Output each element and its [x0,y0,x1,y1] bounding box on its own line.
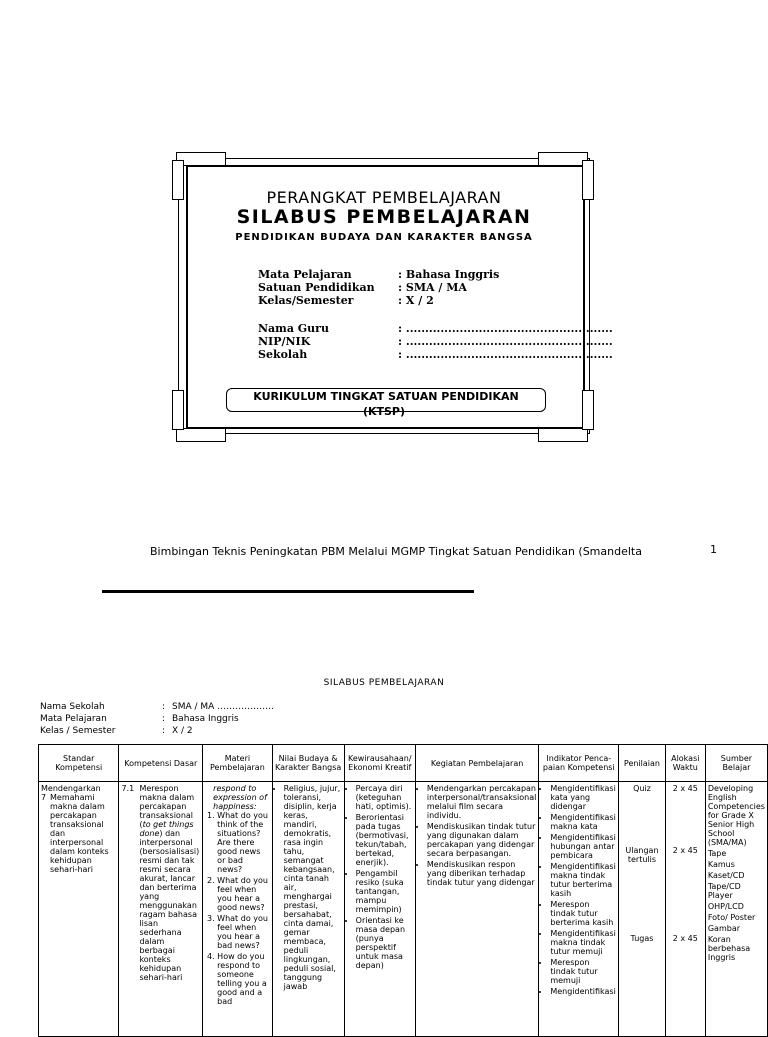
cover-info-label: Satuan Pendidikan [258,281,375,294]
cell-kegiatan [415,782,538,1037]
sumber-item: OHP/LCD [707,902,744,911]
page-footer: Bimbingan Teknis Peningkatan PBM Melalui MGMP Tingkat Satuan Pendidikan (Smandelta [150,545,642,558]
cover-info-value: : SMA / MA [398,281,467,294]
cell-kewirausahaan [344,782,415,1037]
sk-item [41,793,116,874]
meta-value: SMA / MA ………………. [172,702,275,712]
column-header: Kewirausahaan/ Ekonomi Kreatif [344,745,415,782]
cover-info-value: : X / 2 [398,294,434,307]
cover-frame [178,150,613,440]
kd-text-italic: to get things done [139,820,194,838]
corner-tab-bottom-left [176,428,226,442]
corner-tab-top-right [538,152,588,166]
kewirausahaan-item: • Berorientasi pada tugas (bermotivasi, tekun/tabah, bertekad, enerjik). [356,813,413,867]
cover-info-value: : Bahasa Inggris [398,268,500,281]
cell-penilaian [619,782,666,1037]
column-header: Standar Kompetensi [39,745,119,782]
cover-info-label: Sekolah [258,348,308,361]
meta-colon: : [162,726,166,736]
cover-info-value: : ...................................................... [398,322,613,335]
alokasi-item: 2 x 45 [672,846,698,855]
alokasi-item: 2 x 45 [672,934,698,943]
page-number: 1 [710,543,717,556]
kd-text-part: Merespon makna dalam percakapan transaksional ( [139,784,195,829]
horizontal-rule [102,590,474,593]
materi-item: 4. How do you respond to someone telling you a good and a bad [217,952,269,1006]
cell-sumber [705,782,767,1037]
sumber-item: Kaset/CD [707,871,745,880]
cell-nilai-budaya [272,782,344,1037]
curriculum-box: KURIKULUM TINGKAT SATUAN PENDIDIKAN [226,388,546,412]
silabus-table [38,744,768,1037]
sk-title: Mendengarkan [41,784,101,793]
cover-info-label: Nama Guru [258,322,329,335]
silabus-heading: SILABUS PEMBELAJARAN [323,678,445,688]
kegiatan-item: • Mendiskusikan respon yang diberikan terhadap tindak tutur yang didengar [427,860,536,887]
penilaian-item: Ulangan tertulis [625,846,659,864]
kd-number: 7.1 [121,784,135,793]
column-header: Sumber Belajar [705,745,767,782]
indikator-item: • Merespon tindak tutur berterima kasih [550,900,616,927]
cover-subtitle: PENDIDIKAN BUDAYA DAN KARAKTER BANGSA [235,232,533,243]
meta-colon: : [162,702,166,712]
meta-colon: : [162,714,166,724]
materi-item: 1. What do you think of the situations? Are there good news or bad news? [217,811,269,874]
column-header: Penilaian [619,745,666,782]
cover-info-value: : ...................................................... [398,335,613,348]
table-header-row [39,745,768,782]
cover-info-label: Mata Pelajaran [258,268,352,281]
kewirausahaan-item: • Orientasi ke masa depan (punya perspektif untuk masa depan) [356,916,413,970]
sumber-item: Tape/CD Player [707,882,741,900]
materi-intro: respond to expression of happiness: [213,784,267,811]
cover-main-title: SILABUS PEMBELAJARAN [236,206,532,228]
cover-info-label: NIP/NIK [258,335,311,348]
sumber-item: Developing English Competencies [707,784,765,811]
indikator-item: • Merespon tindak tutur memuji [550,958,616,985]
penilaian-item: Quiz [633,784,651,793]
cell-standar-kompetensi [39,782,119,1037]
sumber-item: Koran berbehasa Inggris [707,935,751,962]
cell-kompetensi-dasar [119,782,203,1037]
cover-title: PERANGKAT PEMBELAJARAN [266,188,502,207]
indikator-item: • Mengidentifikasi kata yang didengar [550,784,616,811]
alokasi-item: 2 x 45 [672,784,698,793]
sumber-item: for Grade X Senior High School (SMA/MA) [707,811,755,847]
kewirausahaan-item: • Pengambil resiko (suka tantangan, mampu memimpin) [356,869,413,914]
meta-label: Nama Sekolah [40,702,105,712]
sumber-item: Foto/ Poster [707,913,756,922]
cover-info-value: : ...................................................... [398,348,613,361]
cell-materi [203,782,272,1037]
sumber-item: Gambar [707,924,741,933]
cover-info-label: Kelas/Semester [258,294,354,307]
kd-item [121,784,200,982]
corner-tab-bottom-right [538,428,588,442]
column-header: Materi Pembelajaran [203,745,272,782]
materi-item: 3. What do you feel when you hear a bad news? [217,914,269,950]
indikator-item: • Mengidentifikasi makna tindak tutur memuji [550,929,616,956]
column-header: Kompetensi Dasar [119,745,203,782]
indikator-item: • Mengidentifikasi [550,987,616,996]
indikator-item: • Mengidentifikasi makna kata [550,813,616,831]
meta-value: X / 2 [172,726,193,736]
materi-item: 2. What do you feel when you hear a good news? [217,876,269,912]
table-row [39,782,768,1037]
column-header: Kegiatan Pembelajaran [415,745,538,782]
kegiatan-item: • Mendiskusikan tindak tutur yang digunakan dalam percakapan yang didengar secara berpasangan. [427,822,536,858]
indikator-item: • Mengidentifikasi makna tindak tutur berterima kasih [550,862,616,898]
kegiatan-item: • Mendengarkan percakapan interpersonal/transaksional melalui film secara individu. [427,784,536,820]
sumber-item: Kamus [707,860,735,869]
sk-number: 7 [41,793,47,802]
kewirausahaan-item: • Percaya diri (keteguhan hati, optimis). [356,784,413,811]
column-header: Indikator Penca-paian Kompetensi [539,745,619,782]
curriculum-abbr: (KTSP) [362,405,406,418]
kd-text [139,784,200,982]
sk-text: Memahami makna dalam percakapan transaksional dan interpersonal dalam konteks kehidupan sehari-hari [50,793,109,874]
meta-value: Bahasa Inggris [172,714,239,724]
nilai-item: • Religius, jujur, toleransi, disiplin, kerja keras, mandiri, demokratis, rasa ingin tahu, semangat kebangsaan, cinta tanah air, menghargai prestasi, bersahabat, cinta damai, gemar membaca, peduli lingkungan, peduli sosial, tanggung jawab [284,784,342,991]
kd-text-part: ) dan interpersonal (bersosialisasi) resmi dan tak resmi secara akurat, lancar dan berterima yang menggunakan ragam bahasa lisan sederhana dalam berbagai konteks kehidupan sehari-hari [139,829,200,982]
meta-label: Mata Pelajaran [40,714,107,724]
meta-label: Kelas / Semester [40,726,116,736]
column-header: Alokasi Waktu [665,745,705,782]
indikator-item: • Mengidentifikasi hubungan antar pembicara [550,833,616,860]
cell-alokasi [665,782,705,1037]
column-header: Nilai Budaya & Karakter Bangsa [272,745,344,782]
cell-indikator [539,782,619,1037]
sumber-item: Tape [707,849,727,858]
penilaian-item: Tugas [630,934,654,943]
